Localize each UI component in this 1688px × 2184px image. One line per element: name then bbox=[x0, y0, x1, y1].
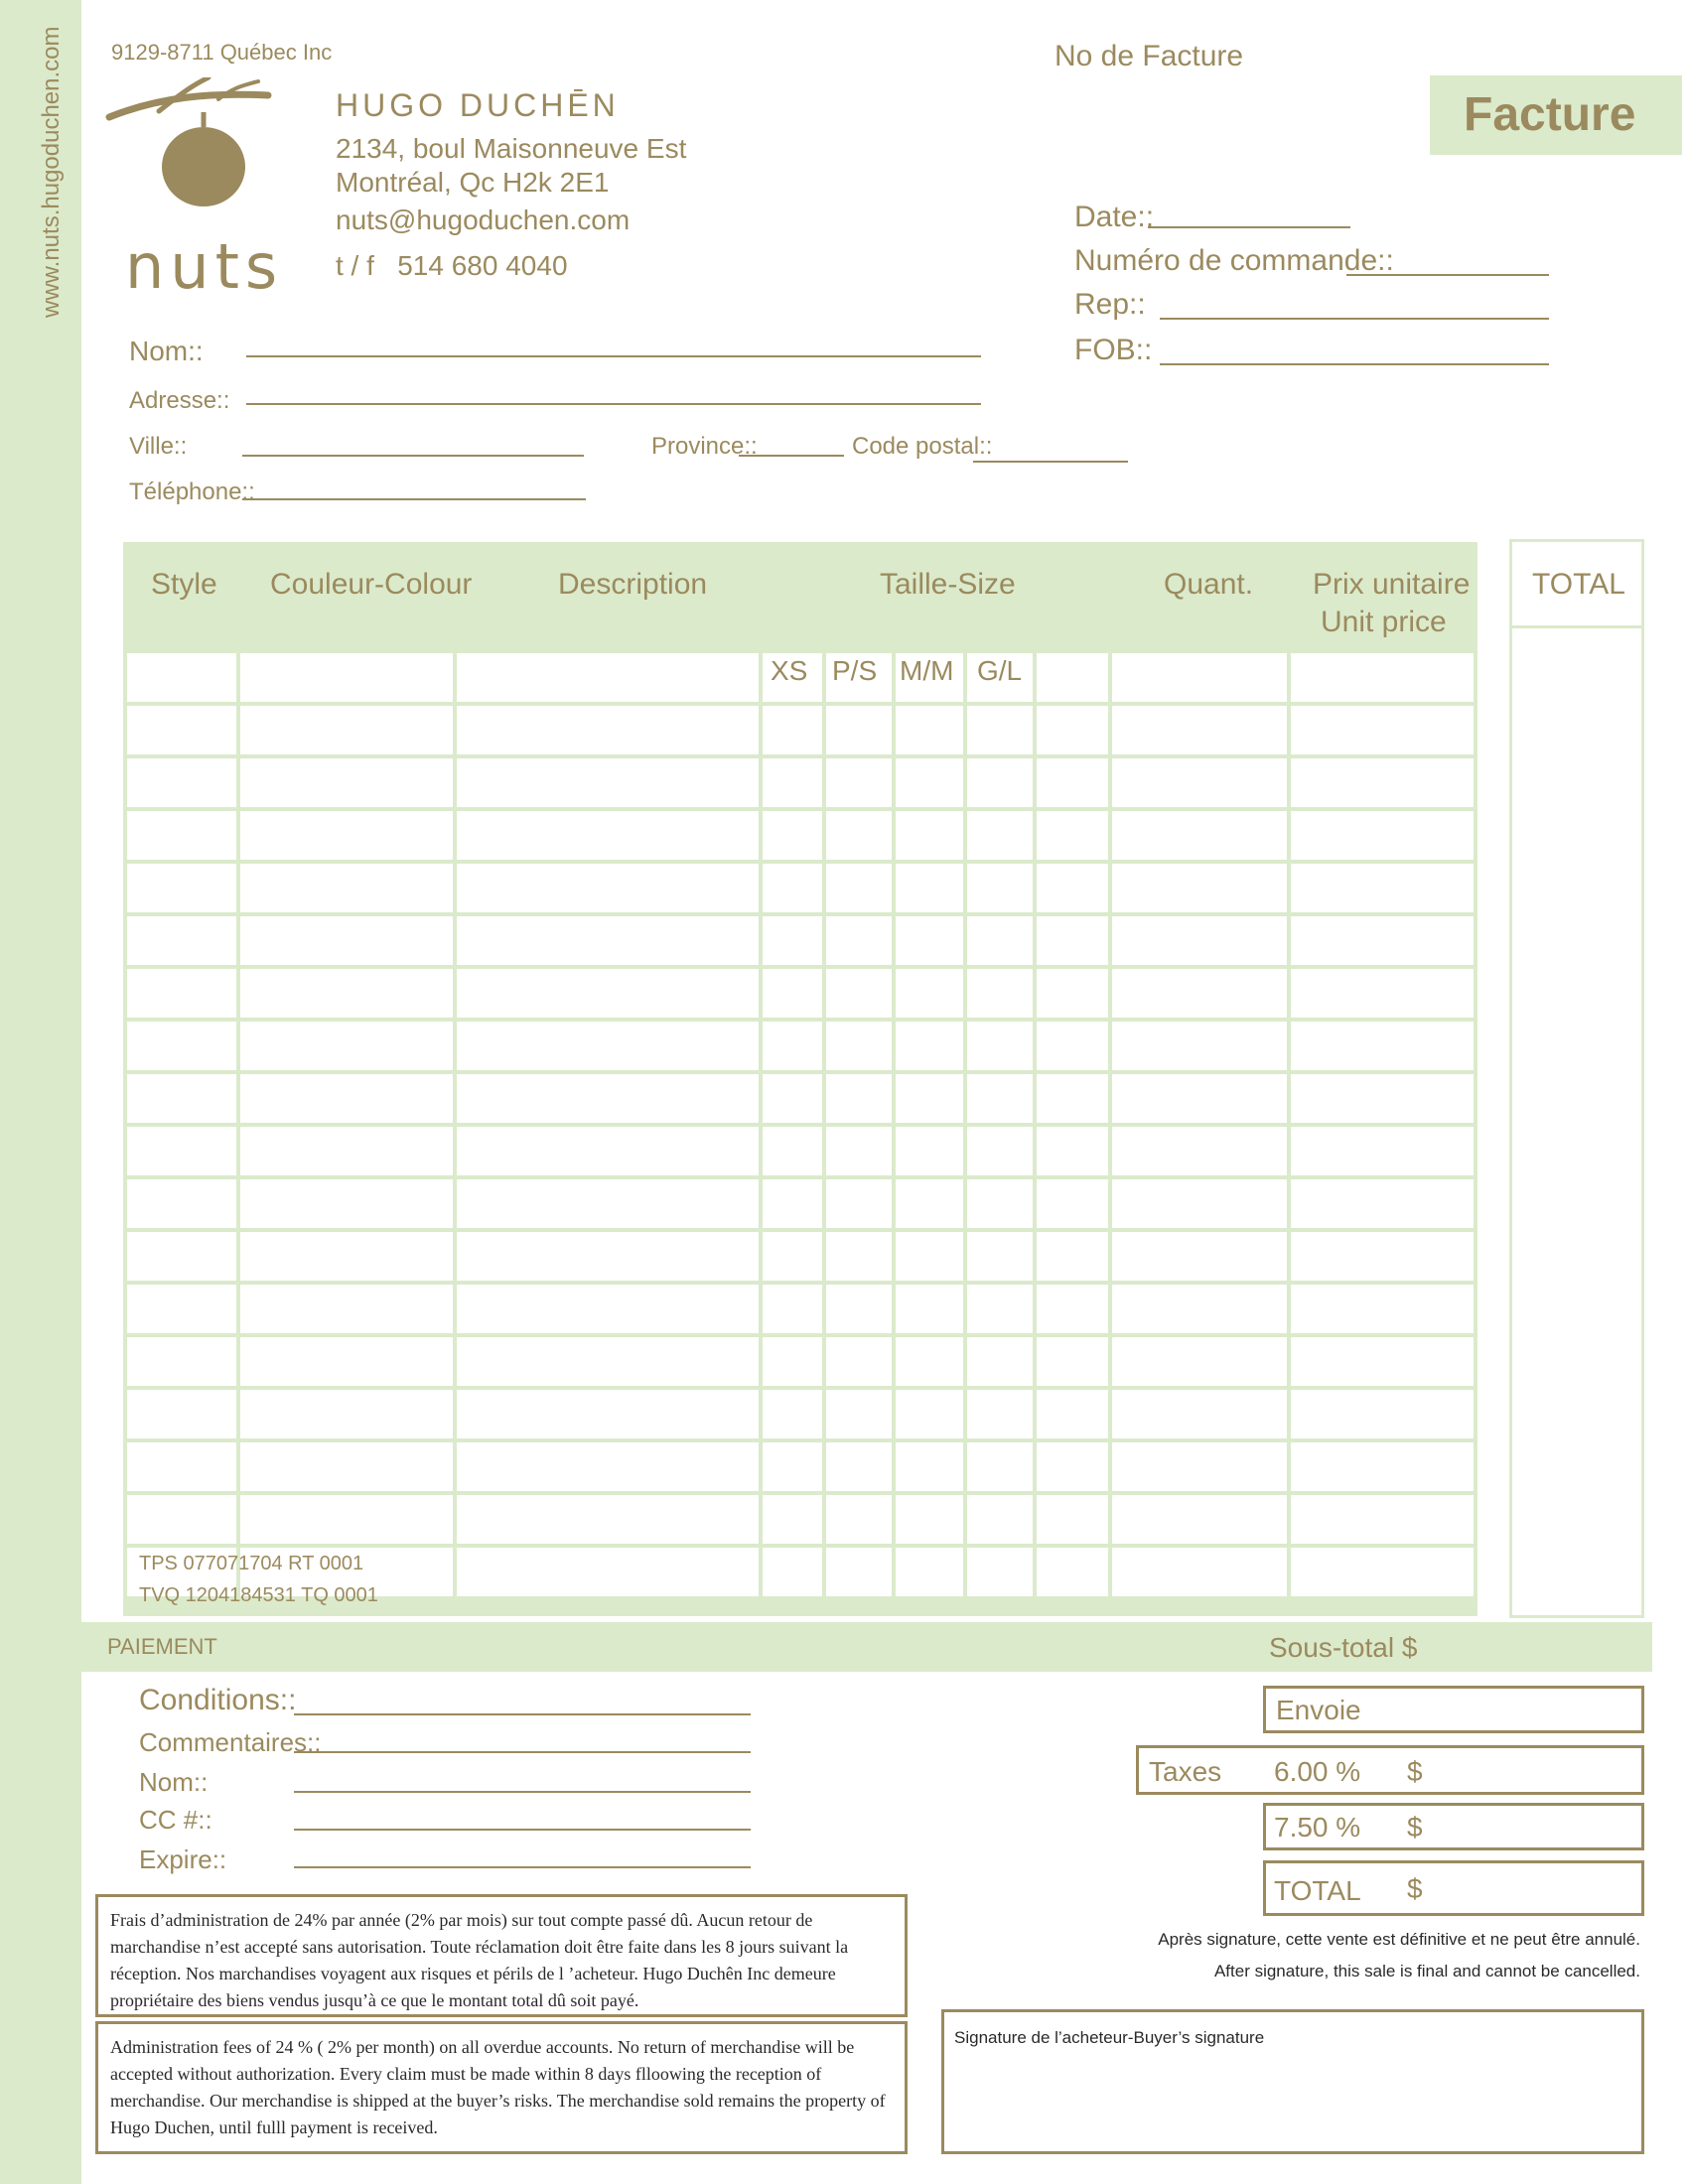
buyer-signature-box[interactable] bbox=[941, 2009, 1644, 2154]
table-cell[interactable] bbox=[967, 1548, 1033, 1596]
address-line-2: Montréal, Qc H2k 2E1 bbox=[336, 167, 610, 198]
col-price-en: Unit price bbox=[1321, 606, 1447, 638]
table-cell[interactable] bbox=[896, 811, 963, 860]
table-cell[interactable] bbox=[967, 706, 1033, 754]
tax2-box[interactable] bbox=[1263, 1803, 1644, 1850]
table-cell[interactable] bbox=[1291, 1285, 1474, 1333]
table-cell[interactable] bbox=[896, 1337, 963, 1386]
tps-number: TPS 077071704 RT 0001 bbox=[139, 1553, 364, 1574]
table-cell[interactable] bbox=[127, 811, 236, 860]
table-cell[interactable] bbox=[826, 1074, 892, 1123]
table-cell[interactable] bbox=[826, 916, 892, 965]
table-cell[interactable] bbox=[967, 864, 1033, 912]
table-cell[interactable] bbox=[240, 969, 453, 1018]
table-cell[interactable] bbox=[896, 916, 963, 965]
rep-field[interactable] bbox=[1160, 318, 1549, 320]
table-cell[interactable] bbox=[1037, 653, 1108, 702]
table-cell[interactable] bbox=[1037, 1285, 1108, 1333]
table-cell[interactable] bbox=[457, 811, 759, 860]
table-cell[interactable] bbox=[896, 969, 963, 1018]
table-cell[interactable] bbox=[896, 758, 963, 807]
table-cell[interactable] bbox=[457, 1074, 759, 1123]
table-cell[interactable] bbox=[1037, 1337, 1108, 1386]
table-cell[interactable] bbox=[457, 864, 759, 912]
table-cell[interactable] bbox=[457, 1390, 759, 1438]
table-cell[interactable] bbox=[763, 706, 822, 754]
signature-note-en: After signature, this sale is final and cannot be cancelled. bbox=[1213, 1962, 1640, 1980]
subtotal-label: Sous-total $ bbox=[1269, 1632, 1418, 1663]
shipping-label: Envoie bbox=[1276, 1695, 1361, 1725]
table-cell[interactable] bbox=[240, 811, 453, 860]
table-cell[interactable] bbox=[896, 1548, 963, 1596]
table-cell[interactable] bbox=[1112, 1442, 1287, 1491]
payment-name-label: Nom:: bbox=[139, 1767, 209, 1797]
table-cell[interactable] bbox=[967, 916, 1033, 965]
date-field[interactable] bbox=[1148, 226, 1350, 228]
table-cell[interactable] bbox=[1291, 1232, 1474, 1281]
terms-fr-box bbox=[95, 1894, 908, 2017]
table-cell[interactable] bbox=[763, 1232, 822, 1281]
table-cell[interactable] bbox=[1291, 1548, 1474, 1596]
table-cell[interactable] bbox=[967, 1232, 1033, 1281]
table-cell[interactable] bbox=[1037, 969, 1108, 1018]
total-column-header bbox=[1509, 539, 1644, 628]
table-cell[interactable] bbox=[763, 1390, 822, 1438]
table-cell[interactable] bbox=[967, 1074, 1033, 1123]
table-cell[interactable] bbox=[763, 1495, 822, 1544]
table-cell[interactable] bbox=[967, 1337, 1033, 1386]
table-cell[interactable] bbox=[1037, 1074, 1108, 1123]
table-cell[interactable] bbox=[240, 706, 453, 754]
table-cell[interactable] bbox=[1112, 1495, 1287, 1544]
table-cell[interactable] bbox=[1291, 1022, 1474, 1070]
table-cell[interactable] bbox=[896, 1390, 963, 1438]
table-cell[interactable] bbox=[127, 653, 236, 702]
table-cell[interactable] bbox=[826, 1442, 892, 1491]
table-cell[interactable] bbox=[240, 916, 453, 965]
table-cell[interactable] bbox=[896, 1442, 963, 1491]
table-cell[interactable] bbox=[896, 1022, 963, 1070]
signature-note-fr: Après signature, cette vente est définitive et ne peut être annulé. bbox=[1158, 1930, 1640, 1949]
table-cell[interactable] bbox=[457, 758, 759, 807]
table-cell[interactable] bbox=[763, 1022, 822, 1070]
table-cell[interactable] bbox=[127, 1390, 236, 1438]
table-cell[interactable] bbox=[896, 1232, 963, 1281]
col-size: Taille-Size bbox=[880, 568, 1016, 601]
table-cell[interactable] bbox=[1112, 1127, 1287, 1175]
table-cell[interactable] bbox=[896, 1495, 963, 1544]
table-cell[interactable] bbox=[1037, 1179, 1108, 1228]
table-cell[interactable] bbox=[896, 1285, 963, 1333]
col-total: TOTAL bbox=[1532, 568, 1625, 601]
table-cell[interactable] bbox=[1112, 969, 1287, 1018]
table-cell[interactable] bbox=[826, 1179, 892, 1228]
table-cell[interactable] bbox=[763, 1127, 822, 1175]
table-cell[interactable] bbox=[1037, 1232, 1108, 1281]
table-cell[interactable] bbox=[127, 864, 236, 912]
table-cell[interactable] bbox=[1112, 706, 1287, 754]
client-phone-label: Téléphone:: bbox=[129, 478, 255, 505]
table-cell[interactable] bbox=[826, 1285, 892, 1333]
table-cell[interactable] bbox=[1112, 1232, 1287, 1281]
grand-total-label: TOTAL bbox=[1274, 1875, 1361, 1906]
table-cell[interactable] bbox=[1291, 1127, 1474, 1175]
table-cell[interactable] bbox=[1291, 916, 1474, 965]
comments-field[interactable] bbox=[294, 1751, 751, 1753]
table-cell[interactable] bbox=[967, 1179, 1033, 1228]
table-cell[interactable] bbox=[240, 758, 453, 807]
table-cell[interactable] bbox=[1037, 706, 1108, 754]
table-cell[interactable] bbox=[1291, 864, 1474, 912]
table-cell[interactable] bbox=[1291, 969, 1474, 1018]
table-cell[interactable] bbox=[240, 1179, 453, 1228]
table-cell[interactable] bbox=[240, 864, 453, 912]
table-cell[interactable] bbox=[127, 1442, 236, 1491]
table-cell[interactable] bbox=[1112, 1548, 1287, 1596]
client-postal-label: Code postal:: bbox=[852, 433, 993, 460]
payment-name-field[interactable] bbox=[294, 1791, 751, 1793]
order-number-label: Numéro de commande:: bbox=[1074, 244, 1394, 277]
table-cell[interactable] bbox=[967, 1390, 1033, 1438]
table-cell[interactable] bbox=[763, 1337, 822, 1386]
table-cell[interactable] bbox=[1037, 1495, 1108, 1544]
comments-label: Commentaires:: bbox=[139, 1727, 322, 1757]
rep-label: Rep:: bbox=[1074, 288, 1146, 321]
table-cell[interactable] bbox=[1291, 758, 1474, 807]
table-cell[interactable] bbox=[127, 1127, 236, 1175]
table-cell[interactable] bbox=[240, 1442, 453, 1491]
size-xs: XS bbox=[771, 655, 808, 686]
table-cell[interactable] bbox=[240, 1074, 453, 1123]
table-cell[interactable] bbox=[240, 1495, 453, 1544]
table-cell[interactable] bbox=[127, 969, 236, 1018]
table-cell[interactable] bbox=[826, 1337, 892, 1386]
col-description: Description bbox=[558, 568, 708, 601]
client-address-label: Adresse:: bbox=[129, 387, 230, 414]
payment-label: PAIEMENT bbox=[107, 1634, 217, 1659]
table-cell[interactable] bbox=[1112, 1022, 1287, 1070]
table-cell[interactable] bbox=[240, 1232, 453, 1281]
table-cell[interactable] bbox=[1037, 811, 1108, 860]
table-cell[interactable] bbox=[967, 811, 1033, 860]
table-cell[interactable] bbox=[1112, 916, 1287, 965]
terms-fr: Frais d’administration de 24% par année (2% par mois) sur tout compte passé dû. Aucun retour de marchandise n’est accepté sans autorisation. Toute réclamation doit être faite dans les 8 jours suivant la réception. Nos marchandises voyagent aux risques et périls de l ’acheteur. Hugo Duchên Inc demeure propriétaire des biens vendus jusqu’à ce que le montant total dû soit payé. bbox=[110, 1910, 849, 2010]
table-cell[interactable] bbox=[457, 969, 759, 1018]
table-cell[interactable] bbox=[1037, 1022, 1108, 1070]
table-cell[interactable] bbox=[1037, 1390, 1108, 1438]
table-cell[interactable] bbox=[826, 1390, 892, 1438]
table-cell[interactable] bbox=[1037, 1442, 1108, 1491]
buyer-signature-label: Signature de l’acheteur-Buyer’s signature bbox=[954, 2028, 1265, 2047]
tax1-box[interactable] bbox=[1136, 1745, 1644, 1795]
table-cell[interactable] bbox=[826, 706, 892, 754]
table-cell[interactable] bbox=[826, 969, 892, 1018]
table-cell[interactable] bbox=[457, 1022, 759, 1070]
table-cell[interactable] bbox=[1037, 864, 1108, 912]
table-cell[interactable] bbox=[457, 653, 759, 702]
company-phone: t / f 514 680 4040 bbox=[336, 250, 568, 281]
fob-field[interactable] bbox=[1160, 363, 1549, 365]
table-cell[interactable] bbox=[240, 1390, 453, 1438]
cc-field[interactable] bbox=[294, 1829, 751, 1831]
table-cell[interactable] bbox=[127, 1022, 236, 1070]
table-cell[interactable] bbox=[967, 758, 1033, 807]
terms-en-box bbox=[95, 2021, 908, 2154]
table-cell[interactable] bbox=[763, 1074, 822, 1123]
logo-text: nuts bbox=[125, 230, 284, 303]
invoice-number-label: No de Facture bbox=[1055, 40, 1244, 72]
client-city-field[interactable] bbox=[242, 455, 584, 457]
table-cell[interactable] bbox=[240, 653, 453, 702]
client-city-label: Ville:: bbox=[129, 433, 188, 460]
taxes-label: Taxes bbox=[1149, 1756, 1222, 1787]
table-cell[interactable] bbox=[457, 916, 759, 965]
client-name-label: Nom:: bbox=[129, 336, 204, 366]
expire-label: Expire:: bbox=[139, 1844, 227, 1874]
table-cell[interactable] bbox=[896, 864, 963, 912]
tax1-rate: 6.00 % bbox=[1274, 1756, 1361, 1787]
side-url: www.nuts.hugoduchen.com bbox=[38, 26, 65, 318]
table-cell[interactable] bbox=[763, 811, 822, 860]
table-cell[interactable] bbox=[763, 916, 822, 965]
table-cell[interactable] bbox=[967, 1022, 1033, 1070]
table-cell[interactable] bbox=[127, 1232, 236, 1281]
table-cell[interactable] bbox=[127, 1285, 236, 1333]
tvq-number: TVQ 1204184531 TQ 0001 bbox=[139, 1584, 378, 1606]
table-cell[interactable] bbox=[127, 916, 236, 965]
tax1-currency: $ bbox=[1407, 1756, 1423, 1787]
table-cell[interactable] bbox=[826, 758, 892, 807]
table-cell[interactable] bbox=[240, 1337, 453, 1386]
shipping-box[interactable] bbox=[1263, 1686, 1644, 1733]
table-cell[interactable] bbox=[967, 1285, 1033, 1333]
table-cell[interactable] bbox=[826, 1022, 892, 1070]
invoice-title-box bbox=[1430, 75, 1682, 155]
table-cell[interactable] bbox=[763, 864, 822, 912]
table-cell[interactable] bbox=[1112, 1074, 1287, 1123]
table-cell[interactable] bbox=[457, 1442, 759, 1491]
table-cell[interactable] bbox=[1112, 653, 1287, 702]
table-cell[interactable] bbox=[1037, 916, 1108, 965]
fob-label: FOB:: bbox=[1074, 334, 1153, 366]
table-cell[interactable] bbox=[1291, 811, 1474, 860]
table-cell[interactable] bbox=[457, 1337, 759, 1386]
conditions-label: Conditions:: bbox=[139, 1684, 297, 1716]
table-cell[interactable] bbox=[896, 706, 963, 754]
table-cell[interactable] bbox=[1037, 1548, 1108, 1596]
table-cell[interactable] bbox=[127, 758, 236, 807]
table-cell[interactable] bbox=[127, 1337, 236, 1386]
table-cell[interactable] bbox=[127, 1179, 236, 1228]
table-cell[interactable] bbox=[127, 1074, 236, 1123]
invoice-title: Facture bbox=[1464, 88, 1636, 141]
client-province-field[interactable] bbox=[739, 455, 844, 457]
client-postal-field[interactable] bbox=[973, 461, 1128, 463]
table-cell[interactable] bbox=[763, 969, 822, 1018]
table-cell[interactable] bbox=[967, 969, 1033, 1018]
table-cell[interactable] bbox=[896, 1074, 963, 1123]
table-cell[interactable] bbox=[457, 706, 759, 754]
table-cell[interactable] bbox=[1037, 758, 1108, 807]
tax2-currency: $ bbox=[1407, 1812, 1423, 1843]
conditions-field[interactable] bbox=[294, 1713, 751, 1715]
table-cell[interactable] bbox=[826, 1232, 892, 1281]
tax2-rate: 7.50 % bbox=[1274, 1812, 1361, 1843]
client-province-label: Province:: bbox=[651, 433, 758, 460]
total-column-body[interactable] bbox=[1509, 625, 1644, 1618]
table-cell[interactable] bbox=[1291, 706, 1474, 754]
client-address-field[interactable] bbox=[246, 403, 981, 405]
table-cell[interactable] bbox=[457, 1179, 759, 1228]
table-cell[interactable] bbox=[763, 1179, 822, 1228]
table-cell[interactable] bbox=[826, 1127, 892, 1175]
size-gl: G/L bbox=[977, 655, 1023, 686]
table-cell[interactable] bbox=[240, 1285, 453, 1333]
table-cell[interactable] bbox=[457, 1285, 759, 1333]
col-style: Style bbox=[151, 568, 217, 601]
table-cell[interactable] bbox=[457, 1127, 759, 1175]
table-cell[interactable] bbox=[763, 1285, 822, 1333]
table-cell[interactable] bbox=[1112, 811, 1287, 860]
col-price-fr: Prix unitaire bbox=[1313, 568, 1471, 601]
cc-label: CC #:: bbox=[139, 1805, 212, 1835]
side-band bbox=[0, 0, 81, 2184]
table-cell[interactable] bbox=[1291, 1390, 1474, 1438]
table-cell[interactable] bbox=[127, 1495, 236, 1544]
table-cell[interactable] bbox=[967, 1127, 1033, 1175]
table-cell[interactable] bbox=[1291, 1442, 1474, 1491]
table-cell[interactable] bbox=[457, 1232, 759, 1281]
table-cell[interactable] bbox=[826, 1495, 892, 1544]
table-cell[interactable] bbox=[1112, 1337, 1287, 1386]
table-cell[interactable] bbox=[1291, 1179, 1474, 1228]
table-cell[interactable] bbox=[967, 1442, 1033, 1491]
client-phone-field[interactable] bbox=[242, 498, 586, 500]
grand-total-box[interactable] bbox=[1263, 1860, 1644, 1916]
nut-logo-icon bbox=[99, 77, 278, 216]
table-cell[interactable] bbox=[1291, 653, 1474, 702]
table-cell[interactable] bbox=[240, 1022, 453, 1070]
table-cell[interactable] bbox=[1037, 1127, 1108, 1175]
table-cell[interactable] bbox=[896, 1127, 963, 1175]
date-label: Date:: bbox=[1074, 201, 1155, 233]
grand-total-currency: $ bbox=[1407, 1873, 1423, 1904]
legal-name: 9129-8711 Québec Inc bbox=[111, 40, 333, 65]
table-cell[interactable] bbox=[763, 1548, 822, 1596]
table-cell[interactable] bbox=[763, 1442, 822, 1491]
table-cell[interactable] bbox=[967, 1495, 1033, 1544]
size-mm: M/M bbox=[900, 655, 954, 686]
table-cell[interactable] bbox=[1112, 1179, 1287, 1228]
size-ps: P/S bbox=[832, 655, 878, 686]
table-cell[interactable] bbox=[240, 1127, 453, 1175]
brand-name: HUGO DUCHĒN bbox=[336, 87, 620, 123]
company-email: nuts@hugoduchen.com bbox=[336, 205, 631, 235]
table-cell[interactable] bbox=[1291, 1337, 1474, 1386]
table-cell[interactable] bbox=[1291, 1074, 1474, 1123]
table-cell[interactable] bbox=[826, 864, 892, 912]
table-cell[interactable] bbox=[1112, 1390, 1287, 1438]
order-number-field[interactable] bbox=[1346, 274, 1549, 276]
expire-field[interactable] bbox=[294, 1866, 751, 1868]
address-line-1: 2134, boul Maisonneuve Est bbox=[336, 133, 687, 164]
table-cell[interactable] bbox=[457, 1495, 759, 1544]
table-cell[interactable] bbox=[896, 1179, 963, 1228]
table-cell[interactable] bbox=[1112, 864, 1287, 912]
table-cell[interactable] bbox=[826, 1548, 892, 1596]
payment-bar bbox=[81, 1622, 1652, 1672]
terms-en: Administration fees of 24 % ( 2% per month) on all overdue accounts. No return of merchandise will be accepted without authorization. Every claim must be made within 8 days flloowing the reception of merchandise. Our merchandise is shipped at the buyer’s risks. The merchandise sold remains the property of Hugo Duchen, until fulll payment is received. bbox=[110, 2037, 886, 2137]
table-cell[interactable] bbox=[826, 811, 892, 860]
table-cell[interactable] bbox=[457, 1548, 759, 1596]
table-cell[interactable] bbox=[763, 758, 822, 807]
table-cell[interactable] bbox=[1112, 1285, 1287, 1333]
client-name-field[interactable] bbox=[246, 355, 981, 357]
col-colour: Couleur-Colour bbox=[270, 568, 473, 601]
table-cell[interactable] bbox=[1112, 758, 1287, 807]
table-cell[interactable] bbox=[127, 706, 236, 754]
table-cell[interactable] bbox=[1291, 1495, 1474, 1544]
col-quant: Quant. bbox=[1164, 568, 1254, 601]
